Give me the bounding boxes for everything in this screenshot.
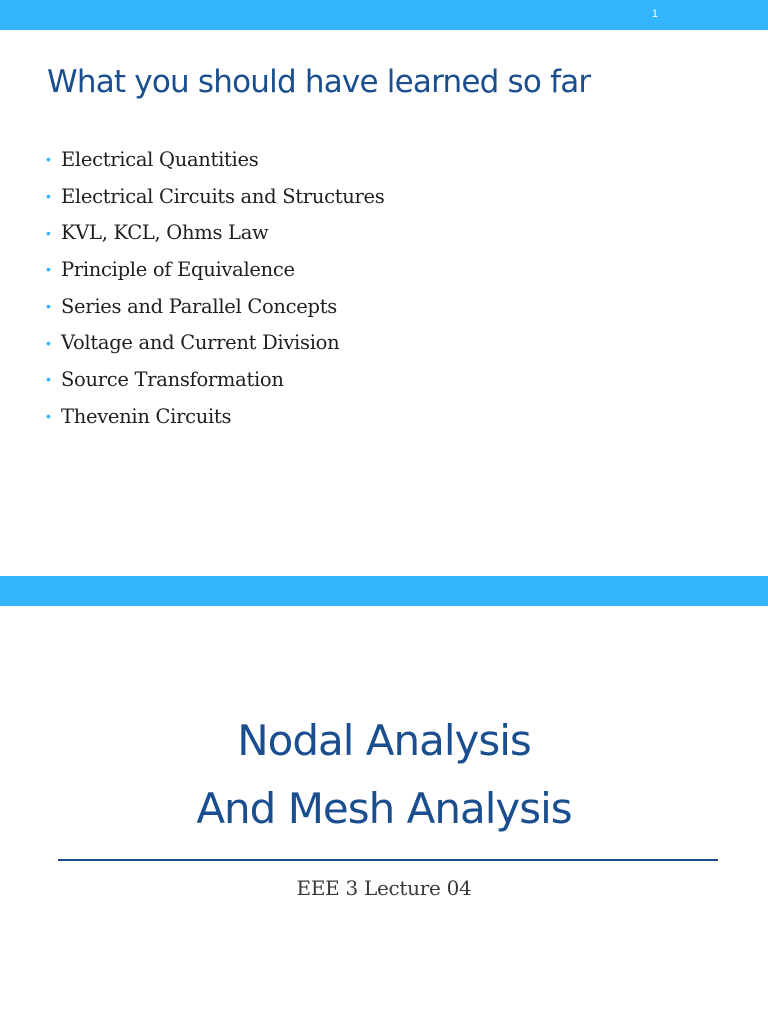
slide-2 xyxy=(0,576,768,1024)
bullet-dot-icon: • xyxy=(46,334,51,351)
bullet-dot-icon: • xyxy=(46,188,51,205)
bullet-item xyxy=(46,288,384,325)
bullet-dot-icon: • xyxy=(46,151,51,168)
lecture-title-line-1: Nodal Analysis xyxy=(237,716,531,765)
slide-header-bar xyxy=(0,576,768,606)
lecture-title-line-2: And Mesh Analysis xyxy=(196,784,572,833)
bullet-text: Principle of Equivalence xyxy=(61,257,295,281)
bullet-item xyxy=(46,398,384,435)
bullet-dot-icon: • xyxy=(46,261,51,278)
bullet-item xyxy=(46,141,384,178)
bullet-item xyxy=(46,324,384,361)
bullet-list xyxy=(46,141,384,435)
bullet-item xyxy=(46,214,384,251)
slide-header-bar xyxy=(0,0,768,30)
bullet-text: Voltage and Current Division xyxy=(61,331,340,355)
title-divider xyxy=(58,859,718,861)
bullet-text: Electrical Quantities xyxy=(61,147,259,171)
bullet-dot-icon: • xyxy=(46,371,51,388)
bullet-item xyxy=(46,361,384,398)
bullet-text: Source Transformation xyxy=(61,367,284,391)
slide-title: What you should have learned so far xyxy=(47,64,591,100)
bullet-dot-icon: • xyxy=(46,408,51,425)
bullet-text: Thevenin Circuits xyxy=(61,404,232,428)
lecture-subtitle: EEE 3 Lecture 04 xyxy=(296,876,472,900)
bullet-item xyxy=(46,178,384,215)
bullet-dot-icon: • xyxy=(46,224,51,241)
bullet-text: KVL, KCL, Ohms Law xyxy=(61,221,269,245)
slide-number: 1 xyxy=(651,8,658,20)
bullet-text: Series and Parallel Concepts xyxy=(61,294,337,318)
bullet-text: Electrical Circuits and Structures xyxy=(61,184,385,208)
bullet-item xyxy=(46,251,384,288)
bullet-dot-icon: • xyxy=(46,298,51,315)
